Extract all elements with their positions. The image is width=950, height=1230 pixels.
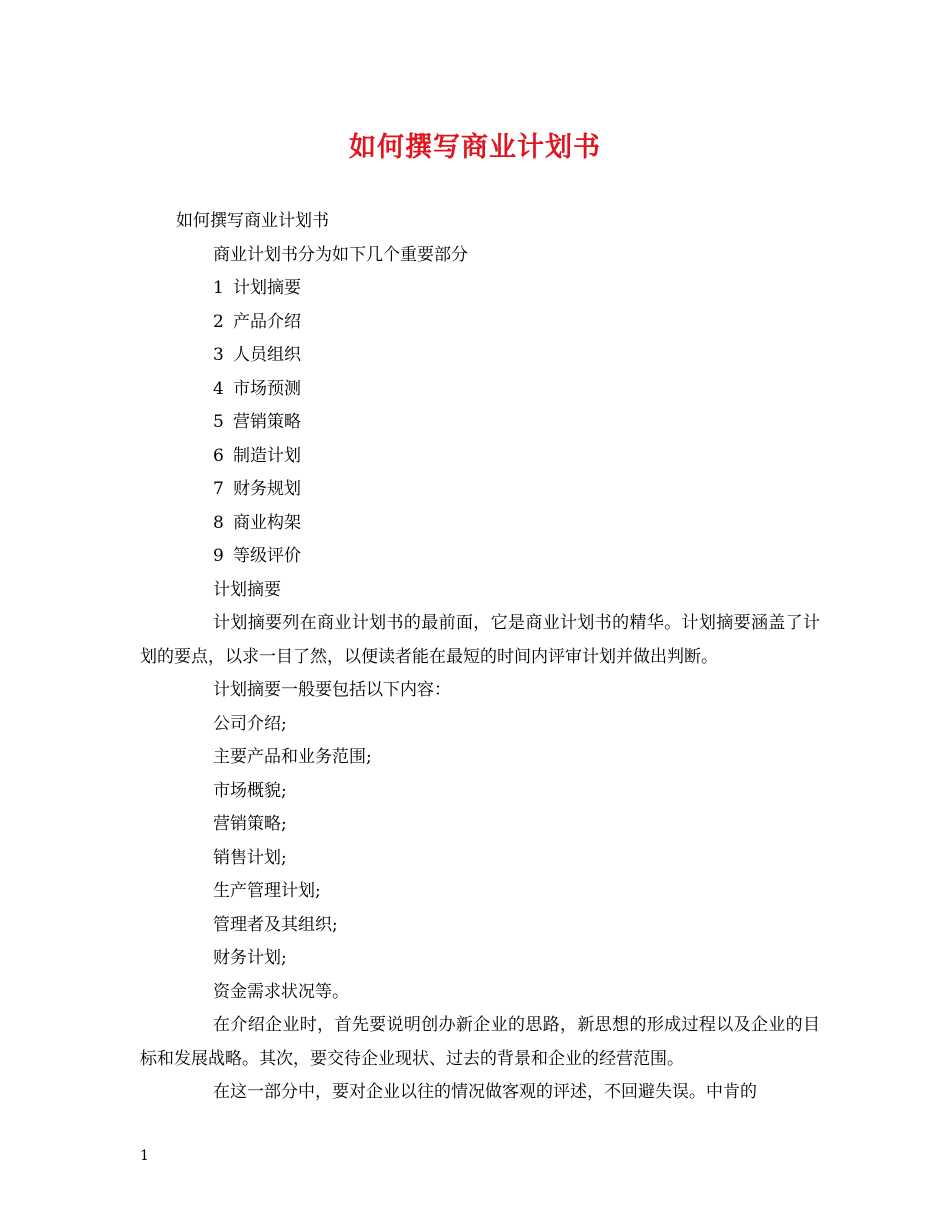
toc-number: 9	[213, 546, 224, 566]
intro-line: 商业计划书分为如下几个重要部分	[213, 244, 468, 265]
toc-label: 市场预测	[233, 378, 301, 399]
toc-number: 7	[213, 479, 224, 499]
toc-label: 计划摘要	[233, 278, 301, 298]
toc-label: 商业构架	[233, 512, 301, 533]
toc-number: 8	[213, 512, 224, 533]
toc-item	[140, 406, 820, 440]
toc-number: 3	[213, 345, 224, 365]
paragraph-review: 在这一部分中，要对企业以往的情况做客观的评述，不回避失误。中肯的	[213, 1082, 757, 1102]
toc-item	[140, 473, 820, 507]
toc-number: 5	[213, 412, 224, 432]
paragraph-lead: 计划摘要一般要包括以下内容：	[213, 680, 451, 700]
list-item: 财务计划;	[213, 948, 287, 968]
toc-label: 营销策略	[233, 412, 301, 432]
toc-item	[140, 339, 820, 373]
toc-label: 产品介绍	[233, 311, 301, 332]
toc-item	[140, 440, 820, 474]
toc-label: 制造计划	[233, 445, 301, 466]
list-item: 市场概貌;	[213, 780, 287, 801]
toc-item	[140, 507, 820, 541]
toc-item	[140, 373, 820, 407]
section-heading: 计划摘要	[213, 579, 281, 600]
toc-number: 2	[213, 311, 224, 332]
list-item: 资金需求状况等。	[213, 981, 349, 1002]
toc-item	[140, 306, 820, 340]
toc-label: 财务规划	[233, 479, 301, 499]
paragraph-summary: 计划摘要列在商业计划书的最前面，它是商业计划书的精华。计划摘要涵盖了计划的要点，以求一目了然，以便读者能在最短的时间内评审计划并做出判断。	[140, 613, 820, 667]
list-item: 销售计划;	[213, 847, 287, 868]
toc-label: 等级评价	[233, 546, 301, 566]
page-number: 1	[140, 1148, 149, 1164]
toc-item	[140, 272, 820, 306]
document-body	[140, 205, 820, 1110]
document-title: 如何撰写商业计划书	[349, 132, 601, 163]
list-item: 营销策略;	[213, 814, 287, 834]
toc-item	[140, 540, 820, 574]
subtitle: 如何撰写商业计划书	[176, 211, 329, 231]
list-item: 主要产品和业务范围;	[213, 747, 372, 767]
toc-number: 6	[213, 445, 224, 466]
list-item: 管理者及其组织;	[213, 914, 338, 935]
toc-label: 人员组织	[233, 345, 301, 365]
paragraph-company-intro: 在介绍企业时，首先要说明创办新企业的思路，新思想的形成过程以及企业的目标和发展战略。其次，要交待企业现状、过去的背景和企业的经营范围。	[140, 1015, 820, 1069]
toc-number: 1	[213, 278, 224, 298]
list-item: 公司介绍;	[213, 713, 287, 734]
toc-number: 4	[213, 378, 224, 399]
list-item: 生产管理计划;	[213, 881, 321, 901]
